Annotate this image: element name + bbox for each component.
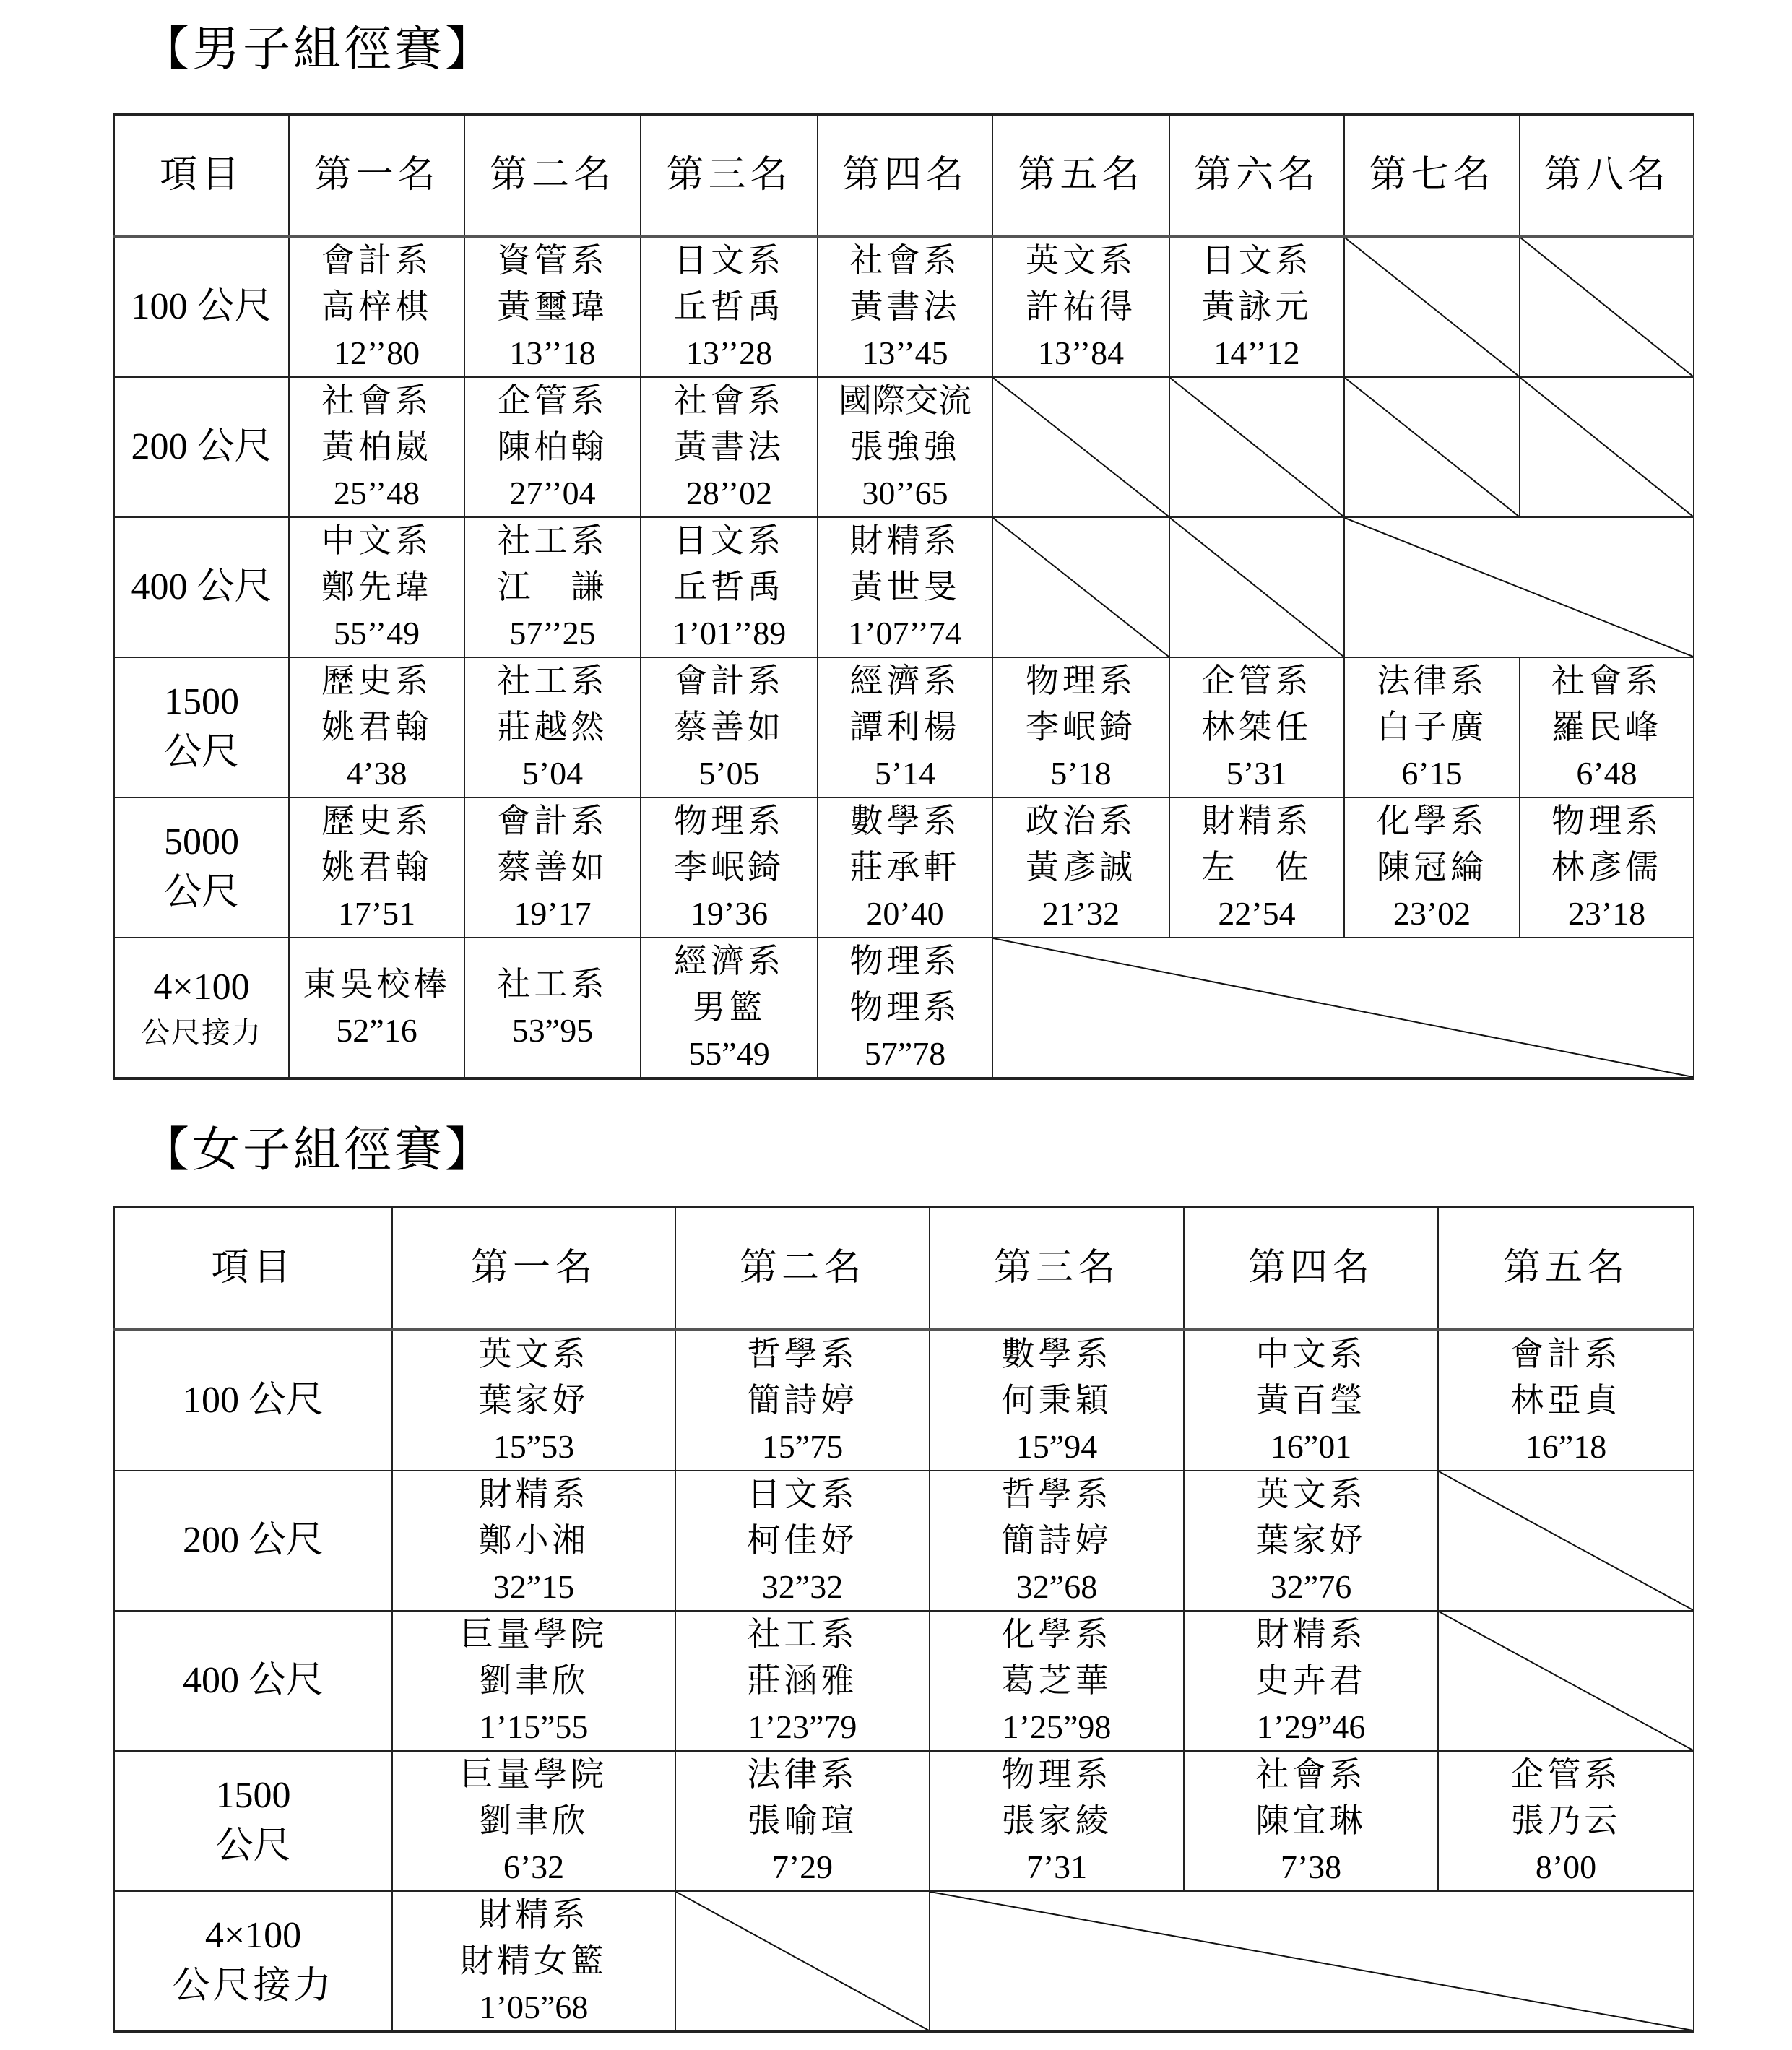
result-cell <box>818 517 992 657</box>
result-cell <box>289 236 464 377</box>
result-cell <box>289 657 464 797</box>
time: 13’’28 <box>685 334 773 371</box>
empty-cell-slash <box>992 377 1169 517</box>
women-section-title: 【女子組徑賽】 <box>142 1124 495 1177</box>
event-unit: 公尺接力 <box>141 1016 262 1049</box>
event-label <box>114 1751 392 1891</box>
dept: 企管系 <box>1201 662 1312 699</box>
time: 28’’02 <box>685 475 773 511</box>
header-event: 項目 <box>114 115 289 236</box>
men-results-table <box>113 113 1694 1080</box>
dept: 物理系 <box>1026 662 1136 699</box>
time: 1’05”68 <box>479 1989 589 2025</box>
dept: 社會系 <box>674 382 784 419</box>
result-cell <box>675 1751 930 1891</box>
time: 5’05 <box>698 755 760 792</box>
athlete: 鄭小湘 <box>478 1522 589 1559</box>
result-cell <box>641 517 818 657</box>
empty-cell-slash <box>1344 517 1694 657</box>
time: 23’02 <box>1393 895 1471 932</box>
time: 32”15 <box>493 1568 575 1605</box>
time: 15”53 <box>493 1428 575 1465</box>
header-event: 項目 <box>114 1207 392 1330</box>
dept: 歷史系 <box>321 803 432 839</box>
athlete: 葉家妤 <box>478 1382 589 1419</box>
result-cell <box>675 1471 930 1611</box>
header-place-4: 第四名 <box>818 115 992 236</box>
event-unit: 公尺 <box>215 1825 291 1867</box>
result-cell <box>641 657 818 797</box>
result-cell <box>464 938 641 1078</box>
time: 32”76 <box>1270 1568 1352 1605</box>
athlete: 李岷錡 <box>1026 709 1136 745</box>
athlete: 蔡善如 <box>674 709 784 745</box>
result-cell <box>818 657 992 797</box>
team: 男籃 <box>692 989 766 1026</box>
result-cell <box>1169 657 1344 797</box>
men-row-100m <box>114 236 1694 377</box>
header-place-1: 第一名 <box>392 1207 675 1330</box>
dept: 巨量學院 <box>460 1756 607 1793</box>
athlete: 林彥儒 <box>1551 849 1662 886</box>
athlete: 莊越然 <box>497 709 608 745</box>
result-cell <box>289 377 464 517</box>
empty-cell-slash <box>930 1891 1694 2032</box>
dept: 財精系 <box>478 1476 589 1513</box>
athlete: 張乃云 <box>1510 1802 1622 1839</box>
result-cell <box>392 1891 675 2032</box>
header-place-1: 第一名 <box>289 115 464 236</box>
header-place-5: 第五名 <box>1438 1207 1694 1330</box>
time: 32”32 <box>761 1568 844 1605</box>
event-distance: 1500 <box>164 681 239 722</box>
athlete: 丘哲禹 <box>674 568 784 605</box>
women-results-table <box>113 1206 1694 2033</box>
dept: 法律系 <box>747 1756 858 1793</box>
result-cell <box>1169 797 1344 938</box>
dept: 會計系 <box>1510 1336 1622 1372</box>
dept: 英文系 <box>478 1336 589 1372</box>
time: 53”95 <box>511 1012 594 1049</box>
men-row-4x100-relay <box>114 938 1694 1078</box>
event-label: 200 公尺 <box>114 377 289 517</box>
dept: 社會系 <box>1255 1756 1367 1793</box>
athlete: 許祐得 <box>1026 288 1136 325</box>
dept: 哲學系 <box>1001 1476 1112 1513</box>
time: 19’36 <box>690 895 769 932</box>
event-label <box>114 1891 392 2032</box>
dept: 化學系 <box>1377 803 1487 839</box>
athlete: 莊承軒 <box>849 849 961 886</box>
header-place-2: 第二名 <box>464 115 641 236</box>
men-row-200m <box>114 377 1694 517</box>
women-row-400m <box>114 1611 1694 1751</box>
men-row-1500m <box>114 657 1694 797</box>
event-label: 400 公尺 <box>114 1611 392 1751</box>
women-row-1500m <box>114 1751 1694 1891</box>
athlete: 劉聿欣 <box>478 1662 589 1699</box>
dept: 中文系 <box>321 522 432 559</box>
time: 16”01 <box>1270 1428 1352 1465</box>
result-cell <box>1184 1330 1438 1471</box>
athlete: 簡詩婷 <box>747 1382 858 1419</box>
athlete: 丘哲禹 <box>674 288 784 325</box>
dept: 社工系 <box>497 662 608 699</box>
men-row-400m <box>114 517 1694 657</box>
empty-cell-slash <box>1438 1611 1694 1751</box>
dept: 化學系 <box>1001 1616 1112 1653</box>
athlete: 左 佐 <box>1201 849 1312 886</box>
result-cell <box>289 797 464 938</box>
header-place-3: 第三名 <box>641 115 818 236</box>
result-cell <box>392 1611 675 1751</box>
athlete: 黃詠元 <box>1201 288 1312 325</box>
dept: 財精系 <box>478 1896 589 1933</box>
athlete: 高梓棋 <box>321 288 432 325</box>
dept: 物理系 <box>1001 1756 1112 1793</box>
time: 14’’12 <box>1213 334 1300 371</box>
team: 財精女籃 <box>460 1942 607 1979</box>
time: 17’51 <box>337 895 416 932</box>
dept: 英文系 <box>1255 1476 1367 1513</box>
result-cell <box>641 797 818 938</box>
time: 30’’65 <box>862 475 948 511</box>
result-cell <box>818 377 992 517</box>
athlete: 江 謙 <box>497 568 608 605</box>
athlete: 莊涵雅 <box>747 1662 858 1699</box>
event-unit: 公尺接力 <box>172 1965 334 2007</box>
event-label: 100 公尺 <box>114 1330 392 1471</box>
athlete: 黃璽瑋 <box>497 288 608 325</box>
dept: 法律系 <box>1377 662 1487 699</box>
time: 52”16 <box>336 1012 417 1049</box>
women-row-200m <box>114 1471 1694 1611</box>
time: 7’31 <box>1026 1848 1088 1885</box>
athlete: 葛芝華 <box>1001 1662 1112 1699</box>
time: 57’’25 <box>509 615 596 652</box>
dept: 哲學系 <box>747 1336 858 1372</box>
event-distance: 4×100 <box>153 966 250 1008</box>
time: 23’18 <box>1567 895 1646 932</box>
time: 7’29 <box>771 1848 834 1885</box>
result-cell <box>1438 1751 1694 1891</box>
result-cell <box>930 1471 1184 1611</box>
result-cell <box>675 1330 930 1471</box>
dept: 巨量學院 <box>460 1616 607 1653</box>
header-place-3: 第三名 <box>930 1207 1184 1330</box>
result-cell <box>392 1751 675 1891</box>
athlete: 張家綾 <box>1001 1802 1112 1839</box>
dept: 經濟系 <box>674 943 784 979</box>
result-cell <box>392 1330 675 1471</box>
result-cell <box>464 236 641 377</box>
athlete: 劉聿欣 <box>478 1802 589 1839</box>
dept: 經濟系 <box>849 662 961 699</box>
event-distance: 4×100 <box>204 1915 302 1956</box>
empty-cell-slash <box>992 517 1169 657</box>
athlete: 蔡善如 <box>497 849 608 886</box>
result-cell <box>464 657 641 797</box>
event-label <box>114 797 289 938</box>
athlete: 葉家妤 <box>1255 1522 1367 1559</box>
result-cell <box>641 377 818 517</box>
header-place-7: 第七名 <box>1344 115 1520 236</box>
time: 20’40 <box>866 895 944 932</box>
women-row-4x100-relay <box>114 1891 1694 2032</box>
result-cell <box>289 938 464 1078</box>
athlete: 林桀任 <box>1201 709 1312 745</box>
empty-cell-slash <box>1438 1471 1694 1611</box>
time: 21’32 <box>1042 895 1120 932</box>
dept: 數學系 <box>1001 1336 1112 1372</box>
men-row-5000m <box>114 797 1694 938</box>
dept: 會計系 <box>497 803 608 839</box>
event-unit: 公尺 <box>163 732 239 773</box>
event-unit: 公尺 <box>163 872 239 913</box>
result-cell <box>641 236 818 377</box>
result-cell <box>930 1330 1184 1471</box>
time: 55’’49 <box>333 615 420 652</box>
time: 55”49 <box>688 1035 770 1072</box>
time: 5’14 <box>874 755 936 792</box>
time: 5’31 <box>1226 755 1288 792</box>
event-label <box>114 938 289 1078</box>
athlete: 陳柏翰 <box>497 428 608 465</box>
result-cell <box>464 377 641 517</box>
time: 6’32 <box>503 1848 565 1885</box>
dept: 社會系 <box>321 382 432 419</box>
dept: 中文系 <box>1255 1336 1367 1372</box>
dept: 物理系 <box>674 803 784 839</box>
athlete: 黃百瑩 <box>1255 1382 1367 1419</box>
athlete: 黃彥誠 <box>1026 849 1136 886</box>
athlete: 陳宜琳 <box>1255 1802 1367 1839</box>
athlete: 黃世旻 <box>849 568 961 605</box>
time: 13’’45 <box>862 334 948 371</box>
athlete: 張喻瑄 <box>747 1802 858 1839</box>
event-distance: 1500 <box>215 1775 291 1816</box>
event-label <box>114 657 289 797</box>
result-cell <box>1169 236 1344 377</box>
dept: 財精系 <box>849 522 961 559</box>
athlete: 黃柏崴 <box>321 428 432 465</box>
time: 15”94 <box>1016 1428 1098 1465</box>
dept: 政治系 <box>1026 803 1136 839</box>
athlete: 鄭先瑋 <box>321 568 432 605</box>
dept: 企管系 <box>1510 1756 1622 1793</box>
result-cell <box>818 938 992 1078</box>
time: 5’04 <box>521 755 584 792</box>
header-place-5: 第五名 <box>992 115 1169 236</box>
result-cell <box>992 657 1169 797</box>
time: 6’15 <box>1401 755 1463 792</box>
result-cell <box>1344 797 1520 938</box>
result-cell <box>992 236 1169 377</box>
men-section-title: 【男子組徑賽】 <box>142 23 495 76</box>
athlete: 林亞貞 <box>1510 1382 1622 1419</box>
athlete: 譚利楊 <box>849 709 961 745</box>
result-cell <box>675 1611 930 1751</box>
athlete: 陳冠綸 <box>1377 849 1487 886</box>
result-cell <box>818 236 992 377</box>
result-cell <box>930 1751 1184 1891</box>
event-label: 200 公尺 <box>114 1471 392 1611</box>
event-distance: 5000 <box>164 821 239 862</box>
dept: 歷史系 <box>321 662 432 699</box>
empty-cell-slash <box>1344 236 1520 377</box>
athlete: 柯佳妤 <box>747 1522 858 1559</box>
athlete: 黃書法 <box>849 288 961 325</box>
athlete: 白子廣 <box>1377 709 1487 745</box>
time: 1’07’’74 <box>848 615 962 652</box>
result-cell <box>1344 657 1520 797</box>
time: 4’38 <box>346 755 407 792</box>
dept: 社會系 <box>1551 662 1662 699</box>
result-cell <box>992 797 1169 938</box>
empty-cell-slash <box>1520 236 1694 377</box>
result-cell <box>1520 657 1694 797</box>
result-cell <box>1184 1471 1438 1611</box>
time: 15”75 <box>761 1428 844 1465</box>
dept: 物理系 <box>1551 803 1662 839</box>
header-place-6: 第六名 <box>1169 115 1344 236</box>
time: 32”68 <box>1016 1568 1098 1605</box>
time: 1’25”98 <box>1002 1708 1112 1745</box>
event-label: 400 公尺 <box>114 517 289 657</box>
dept: 數學系 <box>849 803 961 839</box>
result-cell <box>1184 1751 1438 1891</box>
empty-cell-slash <box>1169 377 1344 517</box>
dept: 社工系 <box>497 522 608 559</box>
women-header-row <box>114 1207 1694 1330</box>
team: 物理系 <box>849 989 961 1026</box>
time: 57”78 <box>864 1035 946 1072</box>
athlete: 史卉君 <box>1255 1662 1367 1699</box>
athlete: 簡詩婷 <box>1001 1522 1112 1559</box>
empty-cell-slash <box>675 1891 930 2032</box>
result-cell <box>930 1611 1184 1751</box>
time: 1’29”46 <box>1256 1708 1366 1745</box>
header-place-2: 第二名 <box>675 1207 930 1330</box>
result-cell <box>641 938 818 1078</box>
time: 25’’48 <box>333 475 420 511</box>
time: 5’18 <box>1050 755 1112 792</box>
dept: 日文系 <box>747 1476 858 1513</box>
empty-cell-slash <box>1169 517 1344 657</box>
result-cell <box>392 1471 675 1611</box>
athlete: 張強強 <box>849 428 961 465</box>
result-cell <box>818 797 992 938</box>
time: 7’38 <box>1280 1848 1342 1885</box>
athlete: 姚君翰 <box>321 709 432 745</box>
time: 13’’84 <box>1037 334 1125 371</box>
dept: 日文系 <box>674 522 784 559</box>
time: 6’48 <box>1576 755 1637 792</box>
athlete: 李岷錡 <box>674 849 784 886</box>
time: 12’’80 <box>333 334 420 371</box>
dept: 財精系 <box>1255 1616 1367 1653</box>
dept: 會計系 <box>674 662 784 699</box>
dept: 財精系 <box>1201 803 1312 839</box>
athlete: 黃書法 <box>674 428 784 465</box>
time: 27’’04 <box>509 475 596 511</box>
dept: 國際交流 <box>839 382 971 419</box>
dept: 資管系 <box>497 242 608 279</box>
women-row-100m <box>114 1330 1694 1471</box>
team: 社工系 <box>497 966 608 1003</box>
dept: 英文系 <box>1026 242 1136 279</box>
time: 1’01’’89 <box>672 615 787 652</box>
time: 22’54 <box>1218 895 1296 932</box>
dept: 日文系 <box>1201 242 1312 279</box>
result-cell <box>1438 1330 1694 1471</box>
time: 13’’18 <box>509 334 596 371</box>
dept: 會計系 <box>321 242 432 279</box>
athlete: 姚君翰 <box>321 849 432 886</box>
empty-cell-slash <box>1344 377 1520 517</box>
athlete: 羅民峰 <box>1551 709 1662 745</box>
time: 8’00 <box>1535 1848 1597 1885</box>
result-cell <box>464 797 641 938</box>
time: 1’23”79 <box>748 1708 857 1745</box>
event-label: 100 公尺 <box>114 236 289 377</box>
header-place-8: 第八名 <box>1520 115 1694 236</box>
team: 東吳校棒 <box>303 966 451 1003</box>
result-cell <box>464 517 641 657</box>
dept: 企管系 <box>497 382 608 419</box>
result-cell <box>1520 797 1694 938</box>
dept: 物理系 <box>849 943 961 979</box>
time: 19’17 <box>514 895 592 932</box>
time: 1’15”55 <box>479 1708 589 1745</box>
result-cell <box>289 517 464 657</box>
empty-cell-slash <box>992 938 1694 1078</box>
header-place-4: 第四名 <box>1184 1207 1438 1330</box>
dept: 日文系 <box>674 242 784 279</box>
result-cell <box>1184 1611 1438 1751</box>
men-header-row <box>114 115 1694 236</box>
dept: 社會系 <box>849 242 961 279</box>
athlete: 何秉穎 <box>1001 1382 1112 1419</box>
empty-cell-slash <box>1520 377 1694 517</box>
time: 16”18 <box>1525 1428 1607 1465</box>
dept: 社工系 <box>747 1616 858 1653</box>
